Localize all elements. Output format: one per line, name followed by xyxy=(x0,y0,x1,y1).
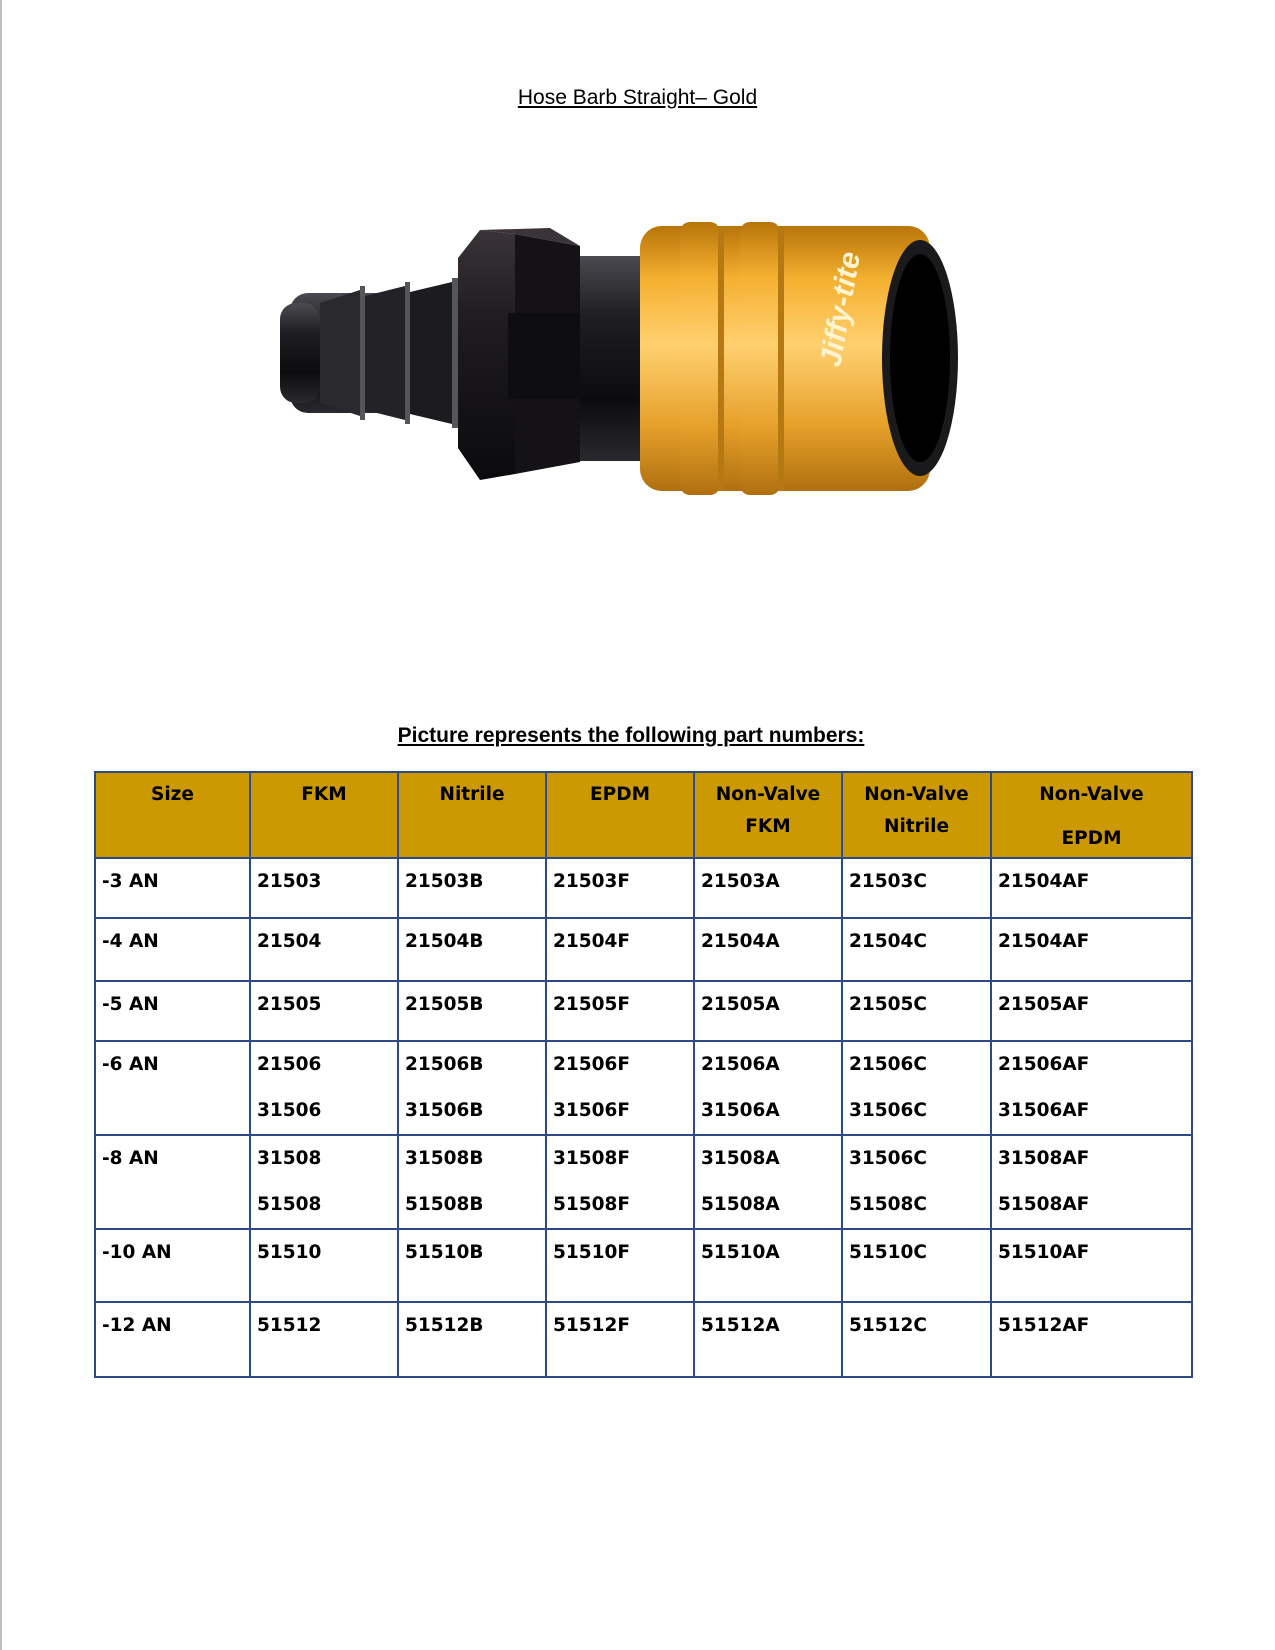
cell-epdm xyxy=(546,981,694,1041)
part-number: 21505 xyxy=(257,994,322,1015)
barb-section xyxy=(280,278,480,428)
cell-non-valve-fkm xyxy=(694,981,842,1041)
size-value: -8 AN xyxy=(102,1148,159,1169)
cell-non-valve-fkm xyxy=(694,1041,842,1135)
part-number: 21504B xyxy=(405,931,484,952)
cell-non-valve-epdm xyxy=(991,1041,1192,1135)
table-row xyxy=(95,918,1192,981)
part-number: 21504F xyxy=(553,931,630,952)
header-non-valve-fkm: Non-Valve FKM xyxy=(694,772,842,858)
part-number: 31508AF xyxy=(998,1148,1090,1169)
cell-non-valve-nitrile xyxy=(842,981,991,1041)
cell-epdm xyxy=(546,1135,694,1229)
table-title: Picture represents the following part numbers: xyxy=(397,724,865,747)
part-number: 31508A xyxy=(701,1148,780,1169)
part-number: 51508B xyxy=(405,1194,484,1215)
part-number: 51510A xyxy=(701,1242,780,1263)
table-row xyxy=(95,1041,1192,1135)
header-nitrile: Nitrile xyxy=(398,772,546,858)
cell-non-valve-fkm xyxy=(694,918,842,981)
part-number: 51510B xyxy=(405,1242,484,1263)
cell-nitrile xyxy=(398,858,546,918)
cell-size xyxy=(95,918,250,981)
cell-non-valve-fkm xyxy=(694,1135,842,1229)
part-number: 51512AF xyxy=(998,1315,1090,1336)
collar xyxy=(580,256,650,461)
document-title: Hose Barb Straight– Gold xyxy=(517,86,758,109)
table-row xyxy=(95,1135,1192,1229)
part-number: 21505AF xyxy=(998,994,1090,1015)
part-number: 21505A xyxy=(701,994,780,1015)
table-row xyxy=(95,858,1192,918)
table-row xyxy=(95,1302,1192,1377)
part-number: 21506AF xyxy=(998,1054,1090,1075)
part-number: 51508F xyxy=(553,1194,630,1215)
size-value: -3 AN xyxy=(102,871,159,892)
size-value: -12 AN xyxy=(102,1315,172,1336)
cell-non-valve-epdm xyxy=(991,1135,1192,1229)
cell-epdm xyxy=(546,1229,694,1302)
cell-non-valve-nitrile xyxy=(842,1302,991,1377)
cell-size xyxy=(95,1041,250,1135)
cell-size xyxy=(95,1229,250,1302)
part-number: 31506F xyxy=(553,1100,630,1121)
part-number: 31506AF xyxy=(998,1100,1090,1121)
part-number: 21506B xyxy=(405,1054,484,1075)
size-value: -4 AN xyxy=(102,931,159,952)
part-number: 21504AF xyxy=(998,871,1090,892)
part-number: 51512C xyxy=(849,1315,927,1336)
part-number: 21506C xyxy=(849,1054,927,1075)
part-number: 21503B xyxy=(405,871,484,892)
size-value: -6 AN xyxy=(102,1054,159,1075)
part-number: 51512 xyxy=(257,1315,322,1336)
table-row xyxy=(95,1229,1192,1302)
part-number: 31506 xyxy=(257,1100,322,1121)
part-number: 21503 xyxy=(257,871,322,892)
cell-size xyxy=(95,981,250,1041)
cell-epdm xyxy=(546,1041,694,1135)
cell-non-valve-fkm xyxy=(694,1229,842,1302)
cell-non-valve-epdm xyxy=(991,858,1192,918)
part-number: 31506B xyxy=(405,1100,484,1121)
part-number: 21504C xyxy=(849,931,927,952)
part-number: 21504AF xyxy=(998,931,1090,952)
part-number: 31508F xyxy=(553,1148,630,1169)
cell-epdm xyxy=(546,858,694,918)
part-number: 21505B xyxy=(405,994,484,1015)
part-number: 51512B xyxy=(405,1315,484,1336)
cell-nitrile xyxy=(398,1135,546,1229)
part-number: 51508 xyxy=(257,1194,322,1215)
table-header-row xyxy=(95,772,1192,858)
cell-fkm xyxy=(250,1302,398,1377)
cell-non-valve-epdm xyxy=(991,1302,1192,1377)
part-number: 21506 xyxy=(257,1054,322,1075)
cell-size xyxy=(95,1302,250,1377)
part-number: 51512F xyxy=(553,1315,630,1336)
part-number: 51508AF xyxy=(998,1194,1090,1215)
size-value: -10 AN xyxy=(102,1242,172,1263)
part-number: 21506F xyxy=(553,1054,630,1075)
hex-nut xyxy=(458,228,586,480)
cell-size xyxy=(95,858,250,918)
part-number: 21503A xyxy=(701,871,780,892)
part-number: 51510C xyxy=(849,1242,927,1263)
cell-nitrile xyxy=(398,981,546,1041)
cell-fkm xyxy=(250,981,398,1041)
cell-fkm xyxy=(250,1041,398,1135)
part-number: 21505C xyxy=(849,994,927,1015)
cell-nitrile xyxy=(398,1229,546,1302)
part-numbers-table xyxy=(94,771,1193,1378)
table-body xyxy=(95,858,1192,1377)
cell-non-valve-fkm xyxy=(694,1302,842,1377)
header-epdm: EPDM xyxy=(546,772,694,858)
cell-non-valve-epdm xyxy=(991,981,1192,1041)
header-non-valve-nitrile: Non-Valve Nitrile xyxy=(842,772,991,858)
part-number: 21503F xyxy=(553,871,630,892)
cell-fkm xyxy=(250,1229,398,1302)
cell-non-valve-nitrile xyxy=(842,1041,991,1135)
cell-fkm xyxy=(250,918,398,981)
header-non-valve-epdm: Non-Valve EPDM xyxy=(991,772,1192,858)
part-number: 31508 xyxy=(257,1148,322,1169)
cell-non-valve-nitrile xyxy=(842,1229,991,1302)
cell-non-valve-nitrile xyxy=(842,918,991,981)
part-number: 21503C xyxy=(849,871,927,892)
part-number: 51508A xyxy=(701,1194,780,1215)
part-number: 21504A xyxy=(701,931,780,952)
part-number: 21506A xyxy=(701,1054,780,1075)
part-number: 31506A xyxy=(701,1100,780,1121)
part-number: 51510AF xyxy=(998,1242,1090,1263)
size-value: -5 AN xyxy=(102,994,159,1015)
cell-nitrile xyxy=(398,918,546,981)
part-number: 51512A xyxy=(701,1315,780,1336)
cell-non-valve-nitrile xyxy=(842,858,991,918)
cell-epdm xyxy=(546,918,694,981)
cell-non-valve-epdm xyxy=(991,918,1192,981)
cell-non-valve-fkm xyxy=(694,858,842,918)
page-edge xyxy=(0,0,2,1650)
cell-fkm xyxy=(250,858,398,918)
brand-logo-text: Jiffy-tite xyxy=(814,249,868,370)
part-number: 31506C xyxy=(849,1100,927,1121)
cell-fkm xyxy=(250,1135,398,1229)
part-number: 31508B xyxy=(405,1148,484,1169)
part-number: 51510 xyxy=(257,1242,322,1263)
cell-nitrile xyxy=(398,1041,546,1135)
cell-non-valve-epdm xyxy=(991,1229,1192,1302)
part-number: 21504 xyxy=(257,931,322,952)
table-row xyxy=(95,981,1192,1041)
header-size: Size xyxy=(95,772,250,858)
cell-nitrile xyxy=(398,1302,546,1377)
part-number: 31506C xyxy=(849,1148,927,1169)
cell-epdm xyxy=(546,1302,694,1377)
cell-size xyxy=(95,1135,250,1229)
cell-non-valve-nitrile xyxy=(842,1135,991,1229)
part-number: 51510F xyxy=(553,1242,630,1263)
hose-barb-fitting-image xyxy=(280,218,1000,518)
part-number: 21505F xyxy=(553,994,630,1015)
part-number: 51508C xyxy=(849,1194,927,1215)
header-fkm: FKM xyxy=(250,772,398,858)
